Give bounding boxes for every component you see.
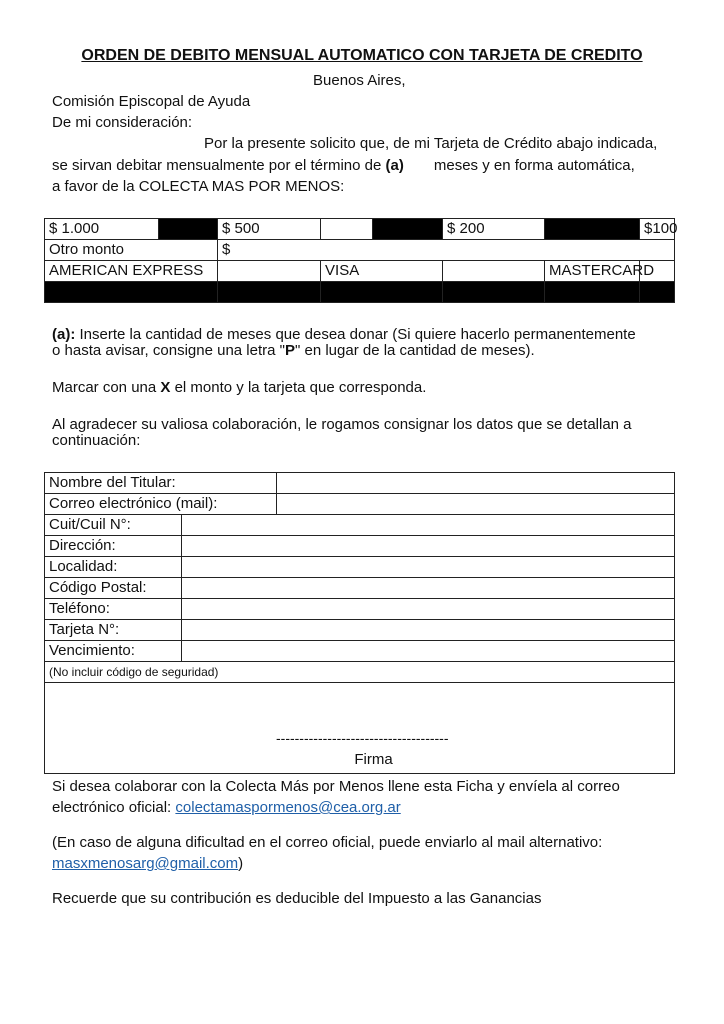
intro-line-2 <box>52 157 635 175</box>
note-a-text: Inserte la cantidad de meses que desea donar (Si quiere hacerlo permanentemente <box>75 326 636 343</box>
cp-label: Código Postal: <box>45 578 182 599</box>
cuit-field[interactable] <box>182 515 675 536</box>
direccion-label: Dirección: <box>45 536 182 557</box>
note-a-line-2 <box>52 342 535 360</box>
cuit-label: Cuit/Cuil N°: <box>45 515 182 536</box>
redacted-cell <box>640 282 675 303</box>
redacted-cell <box>321 282 443 303</box>
other-amount-row <box>45 240 675 261</box>
intro-line-2-end: meses y en forma automática, <box>433 157 635 174</box>
amount-card-table <box>44 218 678 303</box>
amount-1000-label: $ 1.000 <box>45 219 159 240</box>
thanks-line-2: continuación: <box>52 432 141 449</box>
salutation-text: De mi consideración: <box>52 114 193 131</box>
signature-area[interactable] <box>45 683 675 774</box>
redacted-cell <box>218 282 321 303</box>
spacer-cell <box>321 219 373 240</box>
other-amount-label: Otro monto <box>45 240 218 261</box>
permanent-letter: P <box>284 342 295 359</box>
firma-label: Firma <box>354 751 393 768</box>
footer-official-label: electrónico oficial: <box>52 799 176 816</box>
intro-line-2-start: se sirvan debitar mensualmente por el término de <box>52 157 382 174</box>
no-security-note: (No incluir código de seguridad) <box>45 662 675 683</box>
months-marker: (a) <box>385 157 404 174</box>
amount-200-box[interactable] <box>545 219 640 240</box>
mark-text-1: Marcar con una <box>52 379 161 396</box>
titular-label: Nombre del Titular: <box>45 473 277 494</box>
amount-500-box[interactable] <box>373 219 443 240</box>
footer-line-3: (En caso de alguna dificultad en el correo oficial, puede enviarlo al mail alternativo: <box>52 834 603 851</box>
tarjeta-label: Tarjeta N°: <box>45 620 182 641</box>
card-row <box>45 261 675 282</box>
redacted-cell <box>443 282 545 303</box>
amount-1000-box[interactable] <box>159 219 218 240</box>
thanks-line-1: Al agradecer su valiosa colaboración, le rogamos consignar los datos que se detallan a <box>52 416 632 433</box>
amex-label: AMERICAN EXPRESS <box>45 261 218 282</box>
visa-label: VISA <box>321 261 443 282</box>
redacted-cell <box>545 282 640 303</box>
other-amount-field[interactable]: $ <box>218 240 675 261</box>
intro-line-1: Por la presente solicito que, de mi Tarjeta de Crédito abajo indicada, <box>204 135 658 152</box>
amex-box[interactable] <box>218 261 321 282</box>
signature-line: ------------------------------------- <box>276 730 449 747</box>
footer-line-1: Si desea colaborar con la Colecta Más por Menos llene esta Ficha y envíela al correo <box>52 778 620 795</box>
footer-line-4 <box>52 855 243 873</box>
email-label: Correo electrónico (mail): <box>45 494 277 515</box>
localidad-label: Localidad: <box>45 557 182 578</box>
vencimiento-field[interactable] <box>182 641 675 662</box>
tarjeta-field[interactable] <box>182 620 675 641</box>
alternative-email-link[interactable]: masxmenosarg@gmail.com <box>52 855 239 872</box>
telefono-label: Teléfono: <box>45 599 182 620</box>
document-title: ORDEN DE DEBITO MENSUAL AUTOMATICO CON TARJETA DE CREDITO <box>81 47 643 64</box>
mark-text-2: el monto y la tarjeta que corresponda. <box>170 379 427 396</box>
note-a-label: (a): <box>52 326 76 343</box>
email-field[interactable] <box>277 494 675 515</box>
telefono-field[interactable] <box>182 599 675 620</box>
mark-x: X <box>160 379 171 396</box>
vencimiento-label: Vencimiento: <box>45 641 182 662</box>
cp-field[interactable] <box>182 578 675 599</box>
visa-box[interactable] <box>443 261 545 282</box>
titular-field[interactable] <box>277 473 675 494</box>
redacted-row <box>45 282 675 303</box>
recipient-text: Comisión Episcopal de Ayuda <box>52 93 251 110</box>
note-a-text-3: " en lugar de la cantidad de meses). <box>294 342 535 359</box>
footer-line-2 <box>52 799 401 817</box>
amount-100-label: $100 <box>640 219 675 240</box>
intro-line-3: a favor de la COLECTA MAS POR MENOS: <box>52 178 345 195</box>
note-a-text-2: o hasta avisar, consigne una letra " <box>52 342 285 359</box>
personal-data-table <box>44 472 675 774</box>
amount-row <box>45 219 675 240</box>
direccion-field[interactable] <box>182 536 675 557</box>
amount-500-label: $ 500 <box>218 219 321 240</box>
tax-note: Recuerde que su contribución es deducible del Impuesto a las Ganancias <box>52 890 542 907</box>
mastercard-label: MASTERCARD <box>545 261 640 282</box>
official-email-link[interactable]: colectamaspormenos@cea.org.ar <box>175 799 401 816</box>
amount-200-label: $ 200 <box>443 219 545 240</box>
place-text: Buenos Aires, <box>313 72 406 89</box>
localidad-field[interactable] <box>182 557 675 578</box>
redacted-cell <box>45 282 218 303</box>
closing-paren: ) <box>238 855 244 872</box>
mark-instruction <box>52 379 426 397</box>
